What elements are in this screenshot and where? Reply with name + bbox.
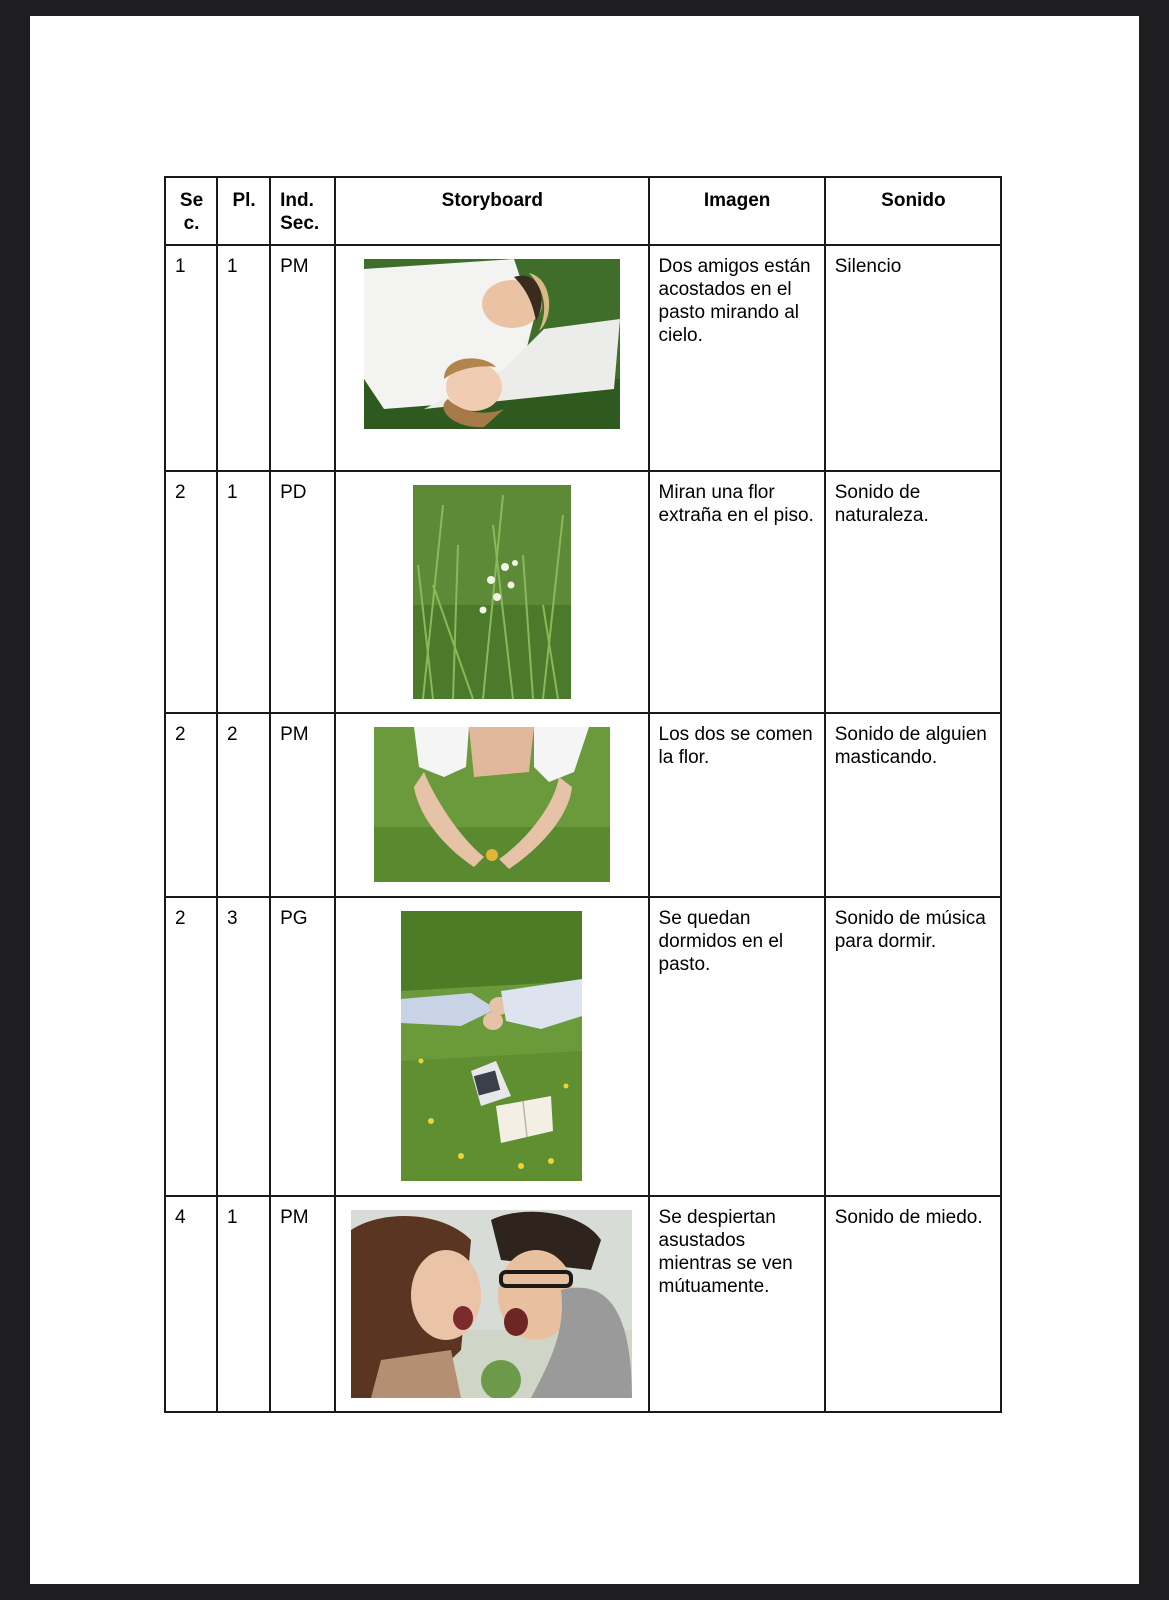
header-storyboard: Storyboard: [335, 177, 648, 245]
cell-storyboard: [335, 245, 648, 471]
header-imagen: Imagen: [649, 177, 825, 245]
cell-sec: 2: [165, 713, 217, 897]
cell-pl: 2: [217, 713, 270, 897]
header-pl: Pl.: [217, 177, 270, 245]
cell-pl: 3: [217, 897, 270, 1196]
cell-storyboard: [335, 897, 648, 1196]
document-page: [30, 16, 1139, 1584]
flower-in-grass-image: [413, 485, 571, 699]
cell-imagen: Miran una flor extraña en el piso.: [649, 471, 825, 713]
cell-storyboard: [335, 713, 648, 897]
cell-sec: 2: [165, 471, 217, 713]
couple-lying-on-grass-image: [364, 259, 620, 429]
cell-sonido: Sonido de alguien masticando.: [825, 713, 1001, 897]
cell-storyboard: [335, 1196, 648, 1412]
cell-pl: 1: [217, 1196, 270, 1412]
cell-sonido: Silencio: [825, 245, 1001, 471]
cell-sec: 1: [165, 245, 217, 471]
header-sec: Se c.: [165, 177, 217, 245]
table-row: [165, 897, 1001, 1196]
cell-sonido: Sonido de miedo.: [825, 1196, 1001, 1412]
table-row: [165, 245, 1001, 471]
hands-picking-flower-image: [374, 727, 610, 882]
header-row: [165, 177, 1001, 245]
couple-screaming-image: [351, 1210, 632, 1398]
cell-imagen: Se quedan dormidos en el pasto.: [649, 897, 825, 1196]
cell-sonido: Sonido de música para dormir.: [825, 897, 1001, 1196]
storyboard-table: [164, 176, 1002, 1413]
cell-storyboard: [335, 471, 648, 713]
cell-imagen: Los dos se comen la flor.: [649, 713, 825, 897]
cell-imagen: Dos amigos están acostados en el pasto mirando al cielo.: [649, 245, 825, 471]
cell-sonido: Sonido de naturaleza.: [825, 471, 1001, 713]
header-ind-sec: Ind. Sec.: [270, 177, 335, 245]
table-row: [165, 1196, 1001, 1412]
cell-pl: 1: [217, 245, 270, 471]
cell-sec: 2: [165, 897, 217, 1196]
cell-ind-sec: PD: [270, 471, 335, 713]
cell-imagen: Se despiertan asustados mientras se ven mútuamente.: [649, 1196, 825, 1412]
couple-sleeping-on-grass-image: [401, 911, 582, 1181]
cell-ind-sec: PM: [270, 245, 335, 471]
header-sonido: Sonido: [825, 177, 1001, 245]
cell-sec: 4: [165, 1196, 217, 1412]
table-row: [165, 471, 1001, 713]
cell-pl: 1: [217, 471, 270, 713]
cell-ind-sec: PG: [270, 897, 335, 1196]
table-row: [165, 713, 1001, 897]
cell-ind-sec: PM: [270, 1196, 335, 1412]
cell-ind-sec: PM: [270, 713, 335, 897]
